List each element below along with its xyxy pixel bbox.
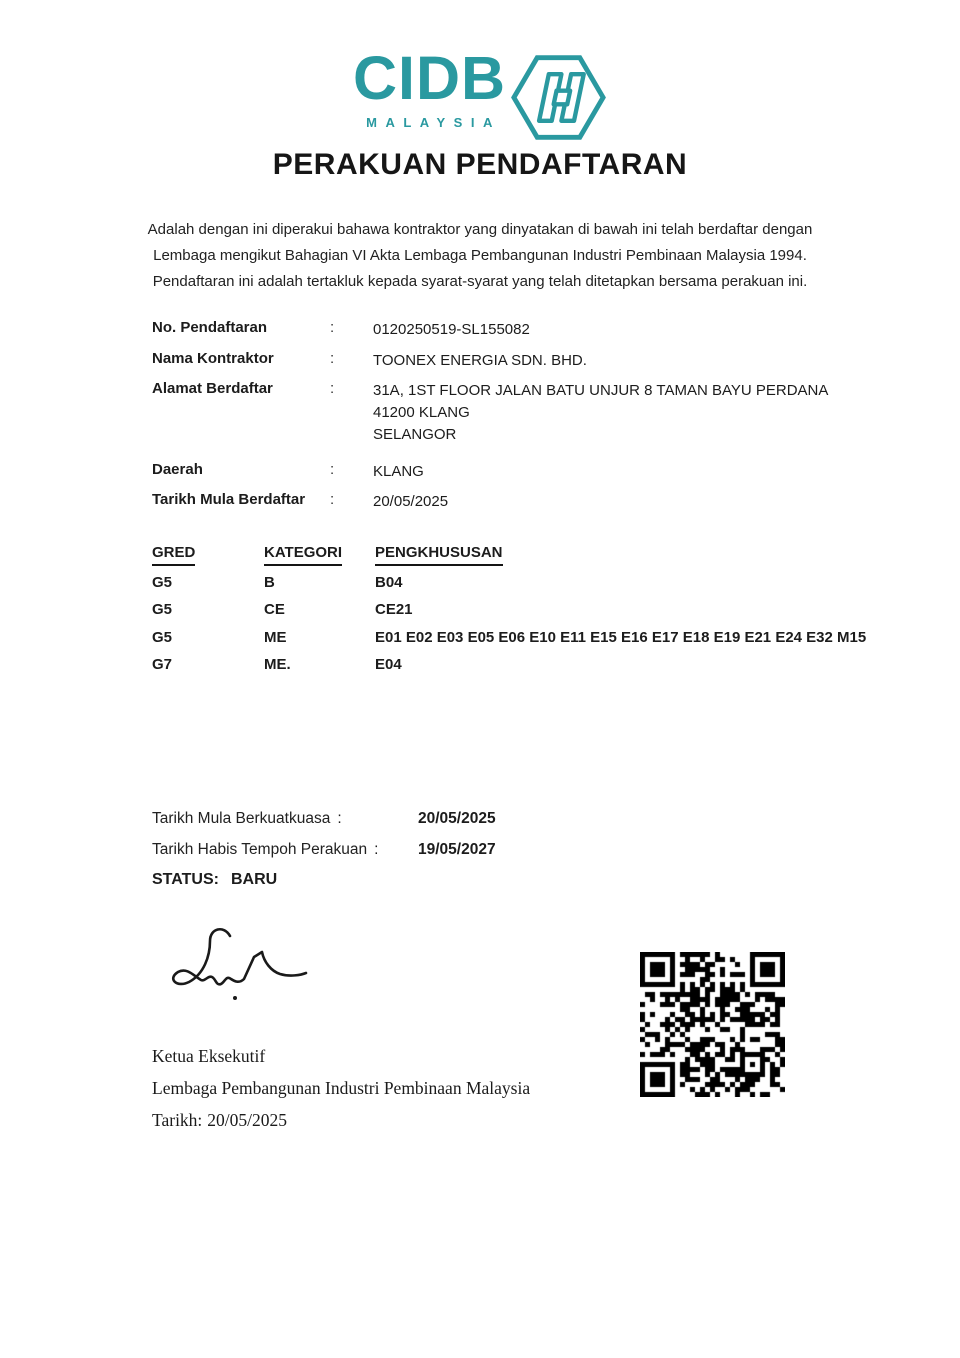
cidb-hexagon-icon xyxy=(510,49,607,146)
logo-brand-text: CIDB xyxy=(352,44,507,112)
certificate-title: PERAKUAN PENDAFTARAN xyxy=(272,148,688,181)
field-row-nama-kontraktor xyxy=(152,350,912,372)
header-kategori: KATEGORI xyxy=(264,544,375,566)
cidb-logo xyxy=(0,44,960,146)
status-row xyxy=(152,871,277,889)
field-value: 20/05/2025 xyxy=(373,493,449,510)
cell-pengkhususan: E04 xyxy=(375,656,402,673)
table-row xyxy=(152,574,932,591)
cell-gred: G5 xyxy=(152,629,173,646)
issue-date-line xyxy=(152,1110,287,1131)
field-row-alamat-berdaftar xyxy=(152,380,912,446)
field-row-no-pendaftaran xyxy=(152,319,912,341)
field-value xyxy=(373,380,912,446)
effective-date-value: 20/05/2025 xyxy=(418,810,496,827)
table-header-row xyxy=(152,544,932,566)
field-value: KLANG xyxy=(373,463,424,480)
colon: : xyxy=(337,810,342,827)
field-row-tarikh-mula-berdaftar xyxy=(152,491,912,513)
table-row xyxy=(152,629,932,646)
field-label: No. Pendaftaran xyxy=(152,319,268,336)
field-colon: : xyxy=(330,461,335,478)
status-label: STATUS: xyxy=(152,871,219,888)
table-row xyxy=(152,656,932,673)
organization-name: Lembaga Pembangunan Industri Pembinaan Malaysia xyxy=(152,1078,531,1098)
field-colon: : xyxy=(330,319,335,336)
cell-kategori: ME xyxy=(264,629,287,646)
cell-pengkhususan: E01 E02 E03 E05 E06 E10 E11 E15 E16 E17 E18 E19 E21 E24 E32 M15 xyxy=(375,629,867,646)
cell-gred: G5 xyxy=(152,601,173,618)
cell-kategori: ME. xyxy=(264,656,291,673)
cell-kategori: B xyxy=(264,574,275,591)
cell-pengkhususan: B04 xyxy=(375,574,403,591)
effective-date-row xyxy=(152,810,852,828)
expiry-date-row xyxy=(152,841,852,859)
colon: : xyxy=(374,841,379,858)
field-colon: : xyxy=(330,380,335,397)
field-value: 0120250519-SL155082 xyxy=(373,321,530,338)
effective-date-label: Tarikh Mula Berkuatkuasa xyxy=(152,810,331,827)
field-label: Nama Kontraktor xyxy=(152,350,274,367)
issue-date-value: 20/05/2025 xyxy=(207,1110,288,1130)
qr-code-image xyxy=(640,952,785,1097)
field-value: TOONEX ENERGIA SDN. BHD. xyxy=(373,352,587,369)
issue-date-label: Tarikh: xyxy=(152,1110,203,1130)
expiry-date-label: Tarikh Habis Tempoh Perakuan xyxy=(152,841,368,858)
address-line-1: 31A, 1ST FLOOR JALAN BATU UNJUR 8 TAMAN BAYU PERDANA xyxy=(373,382,829,399)
cell-pengkhususan: CE21 xyxy=(375,601,413,618)
address-line-3: SELANGOR xyxy=(373,426,457,443)
cell-gred: G5 xyxy=(152,574,173,591)
field-label: Alamat Berdaftar xyxy=(152,380,273,397)
address-line-2: 41200 KLANG xyxy=(373,404,470,421)
signatory-title: Ketua Eksekutif xyxy=(152,1046,266,1066)
field-colon: : xyxy=(330,350,335,367)
field-row-daerah xyxy=(152,461,912,483)
field-label: Tarikh Mula Berdaftar xyxy=(152,491,306,508)
header-gred: GRED xyxy=(152,544,264,566)
logo-country-text: MALAYSIA xyxy=(366,114,501,130)
cell-kategori: CE xyxy=(264,601,285,618)
header-pengkhususan: PENGKHUSUSAN xyxy=(375,544,932,566)
intro-paragraph: Adalah dengan ini diperakui bahawa kontraktor yang dinyatakan di bawah ini telah berdaftar dengan Lembaga mengikut Bahagian VI Akta Lembaga Pembangunan Industri Pembinaan Malaysia 1994. Pendaftaran ini adalah tertakluk kepada syarat-syarat yang telah ditetapkan bersama perakuan ini. xyxy=(147,221,813,290)
field-colon: : xyxy=(330,491,335,508)
field-label: Daerah xyxy=(152,461,203,478)
table-row xyxy=(152,601,932,618)
expiry-date-value: 19/05/2027 xyxy=(418,841,496,858)
cidb-logo-text xyxy=(352,44,507,130)
signature-ink-dot xyxy=(233,996,237,1000)
status-value: BARU xyxy=(230,871,278,888)
cell-gred: G7 xyxy=(152,656,173,673)
